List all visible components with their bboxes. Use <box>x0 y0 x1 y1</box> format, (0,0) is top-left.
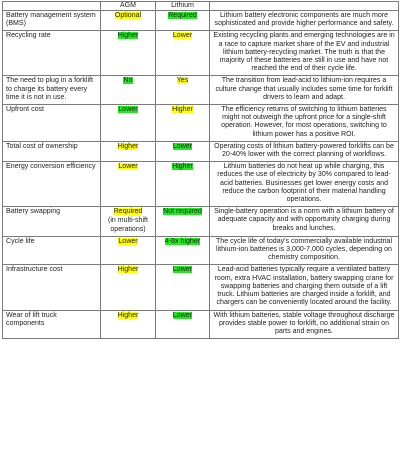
agm-value-badge: Lower <box>118 163 138 171</box>
table-row <box>3 11 399 31</box>
lithium-cell <box>156 310 210 339</box>
agm-cell <box>101 207 156 237</box>
feature-cell: Wear of lift truck components <box>3 310 101 339</box>
description-cell: Existing recycling plants and emerging technologies are in a race to capture market share of the EV and industrial lithium battery-recycling market. The truth is that the majority of these batteries are still in use and have not reached the end of their cycle life. <box>210 31 399 76</box>
agm-value-badge: Lower <box>118 106 138 114</box>
lithium-value-badge: Higher <box>172 106 193 114</box>
agm-value-badge: Higher <box>117 32 139 40</box>
feature-cell: The need to plug in a forklift to charge its battery every time it is not in use. <box>3 76 101 105</box>
agm-cell <box>101 76 156 105</box>
lithium-cell <box>156 11 210 31</box>
table-row <box>3 105 399 142</box>
lithium-cell <box>156 105 210 142</box>
description-cell: Lithium battery electronic components are much more sophisticated and provide higher performance and safety. <box>210 11 399 31</box>
table-body <box>3 11 399 339</box>
lithium-cell <box>156 141 210 161</box>
lithium-value-badge: Lower <box>172 142 193 150</box>
table-row <box>3 236 399 265</box>
lithium-value-badge: Required <box>168 12 197 19</box>
agm-cell <box>101 236 156 265</box>
table-row <box>3 310 399 339</box>
description-cell: The efficiency returns of switching to lithium batteries might not outweigh the upfront price for a single-shift operation. However, for most operations, switching to lithium power has a positive ROI. <box>210 105 399 142</box>
agm-value-badge: Higher <box>117 142 139 150</box>
table-row <box>3 207 399 237</box>
lithium-value-badge: Yes <box>176 77 189 85</box>
agm-note: (in multi-shift operations) <box>108 217 148 233</box>
agm-cell <box>101 31 156 76</box>
agm-value-badge: Optional <box>114 12 142 19</box>
description-cell: Operating costs of lithium battery-powered forklifts can be 20-40% lower with the correct planning of workflows. <box>210 141 399 161</box>
agm-cell <box>101 310 156 339</box>
feature-cell: Total cost of ownership <box>3 141 101 161</box>
agm-value-badge: No <box>123 77 133 85</box>
feature-cell: Recycling rate <box>3 31 101 76</box>
feature-cell: Infrastructure cost <box>3 265 101 310</box>
lithium-value-badge: Lower <box>172 32 193 40</box>
agm-vs-lithium-table <box>2 1 399 339</box>
header-row <box>3 2 399 11</box>
lithium-value-badge: Not required <box>163 208 202 216</box>
agm-value-badge: Required <box>113 208 143 216</box>
lithium-value-badge: Higher <box>172 163 193 171</box>
description-cell: The cycle life of today's commercially available industrial lithium-ion batteries is 3,000-7,000 cycles, depending on chemistry composition. <box>210 236 399 265</box>
description-cell: Single-battery operation is a norm with a lithium battery of adequate capacity and with opportunity charging during breaks and lunches. <box>210 207 399 237</box>
lithium-cell <box>156 265 210 310</box>
lithium-cell <box>156 236 210 265</box>
agm-cell <box>101 141 156 161</box>
description-cell: Lead-acid batteries typically require a ventilated battery room, extra HVAC installation, battery swapping crane for swapping batteries and charging them outside of a lift truck. Lithium batteries are charged inside a forklift, and chargers can be conveniently located around the facility. <box>210 265 399 310</box>
agm-cell <box>101 162 156 207</box>
table-row <box>3 31 399 76</box>
agm-cell <box>101 265 156 310</box>
agm-cell <box>101 11 156 31</box>
lithium-cell <box>156 31 210 76</box>
lithium-cell <box>156 207 210 237</box>
lithium-value-badge: Lower <box>172 266 193 274</box>
header-description <box>210 2 399 11</box>
header-agm: AGM <box>101 2 156 11</box>
agm-value-badge: Higher <box>117 311 139 319</box>
description-cell: With lithium batteries, stable voltage throughout discharge provides stable power to forklift, no additional strain on parts and engines. <box>210 310 399 339</box>
table-row <box>3 141 399 161</box>
feature-cell: Energy conversion efficiency <box>3 162 101 207</box>
description-cell: Lithium batteries do not heat up while charging, this reduces the use of electricity by 30% compared to lead-acid batteries. Businesses get lower energy costs and reduce the carbon footprint of their material handling operations. <box>210 162 399 207</box>
lithium-value-badge: 4-6x higher <box>164 237 201 245</box>
agm-value-badge: Lower <box>118 237 138 245</box>
header-lithium: Lithium <box>156 2 210 11</box>
header-feature <box>3 2 101 11</box>
lithium-cell <box>156 76 210 105</box>
comparison-document <box>2 1 398 339</box>
lithium-value-badge: Lower <box>172 311 193 319</box>
agm-value-badge: Higher <box>117 266 139 274</box>
feature-cell: Upfront cost <box>3 105 101 142</box>
table-row <box>3 76 399 105</box>
description-cell: The transition from lead-acid to lithium-ion requires a culture change that usually includes some time for forklift drivers to learn and adapt. <box>210 76 399 105</box>
feature-cell: Battery management system (BMS) <box>3 11 101 31</box>
feature-cell: Cycle life <box>3 236 101 265</box>
table-row <box>3 265 399 310</box>
feature-cell: Battery swapping <box>3 207 101 237</box>
agm-cell <box>101 105 156 142</box>
table-row <box>3 162 399 207</box>
lithium-cell <box>156 162 210 207</box>
